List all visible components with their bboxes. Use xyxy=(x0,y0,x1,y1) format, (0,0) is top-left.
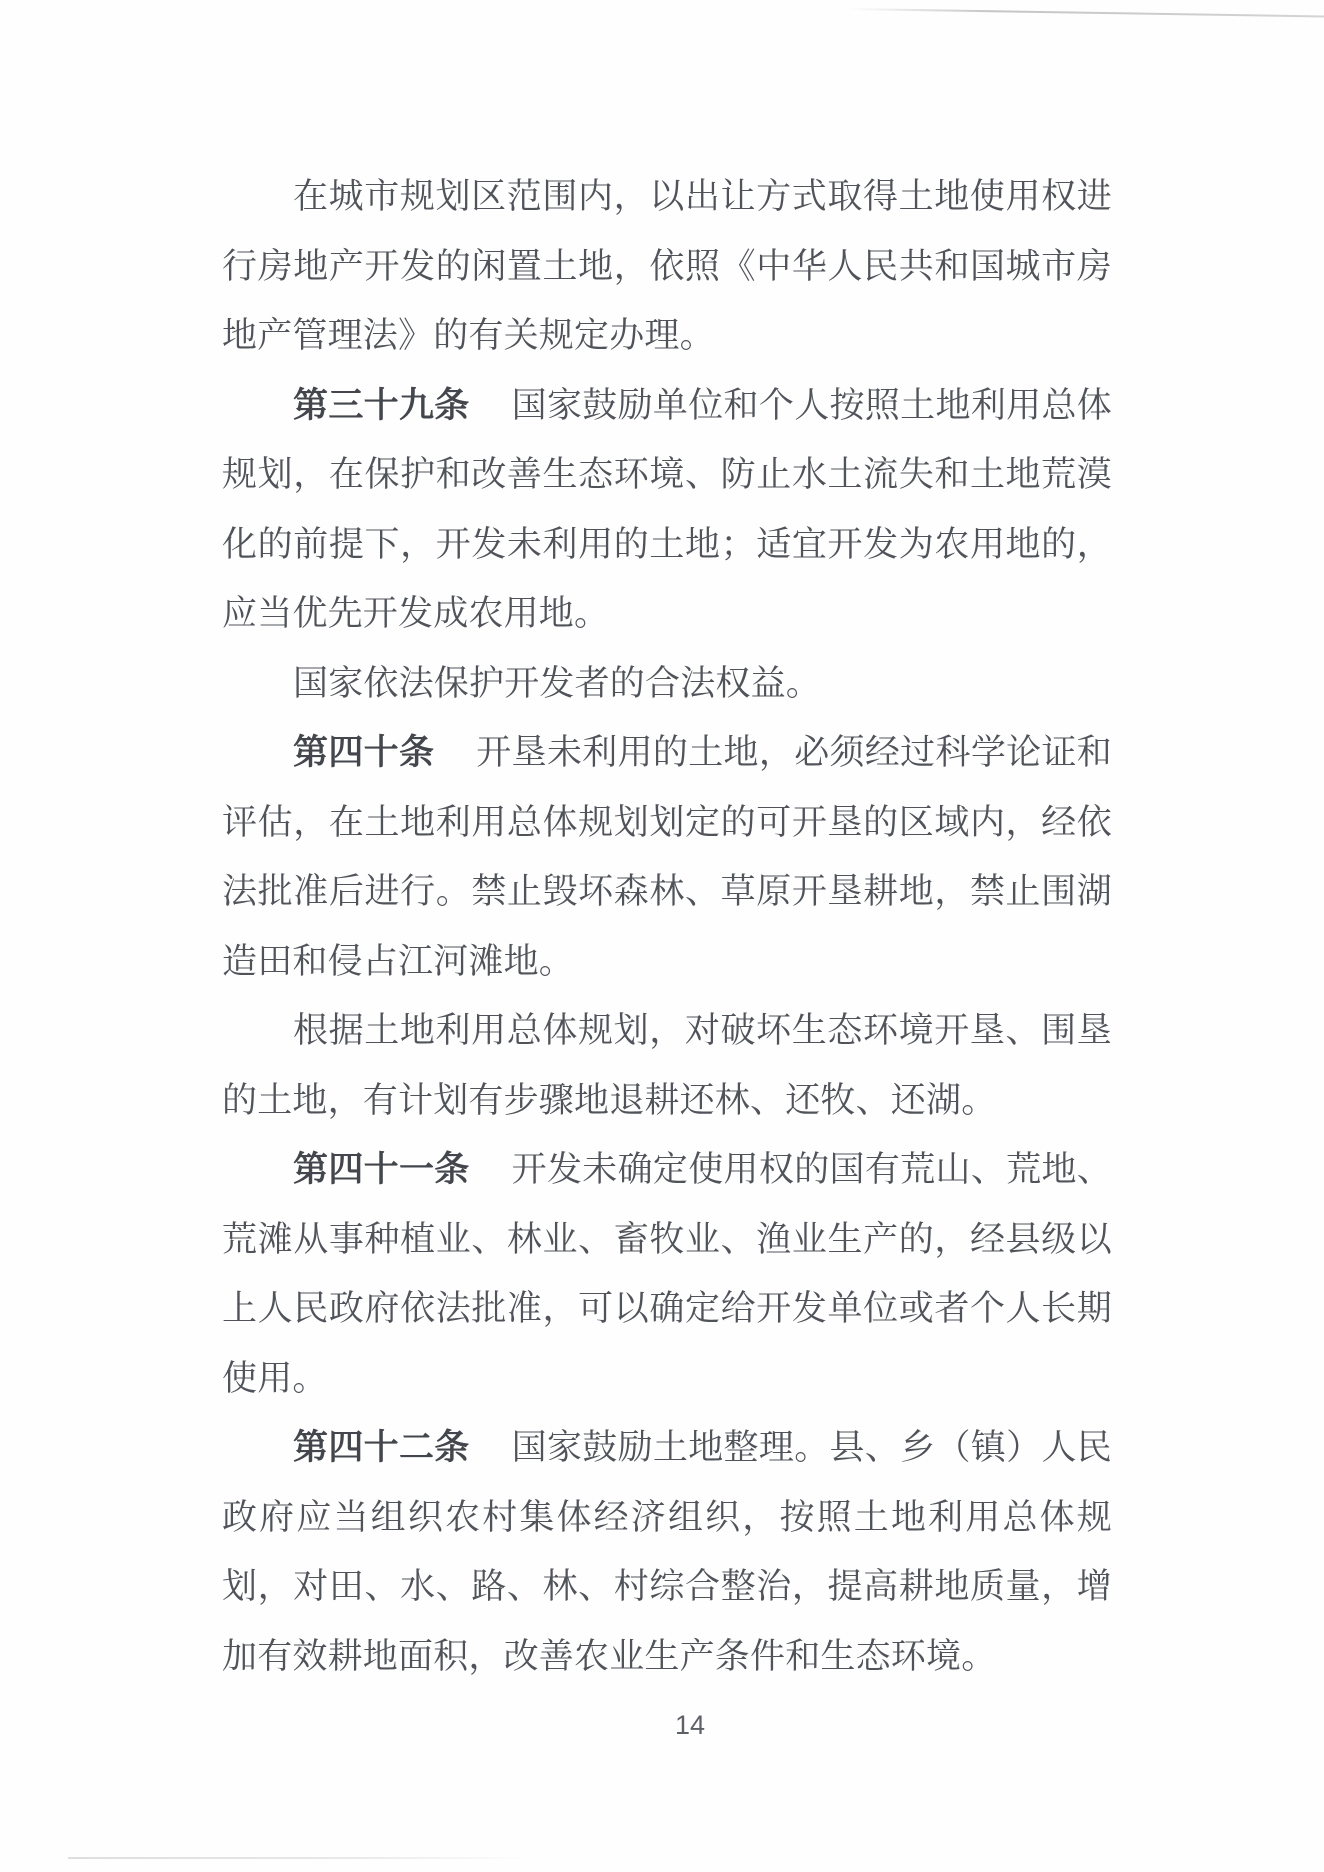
text-line xyxy=(222,1552,1112,1622)
text-line xyxy=(222,232,1112,302)
line-text: 开发未确定使用权的国有荒山、荒地、 xyxy=(511,1150,1112,1189)
text-line-article-40 xyxy=(222,718,1112,788)
line-text: 开垦未利用的土地，必须经过科学论证和 xyxy=(476,733,1112,772)
text-line xyxy=(222,927,1112,997)
line-text: 的土地，有计划有步骤地退耕还林、还牧、还湖。 xyxy=(222,1080,997,1120)
text-line xyxy=(222,996,1112,1066)
line-text: 使用。 xyxy=(222,1358,328,1398)
line-text: 化的前提下，开发未利用的土地；适宜开发为农用地的， xyxy=(222,524,1112,564)
article-heading: 第三十九条 xyxy=(293,385,470,425)
line-text: 规划，在保护和改善生态环境、防止水土流失和土地荒漠 xyxy=(222,455,1112,494)
line-text: 在城市规划区范围内，以出让方式取得土地使用权进 xyxy=(293,177,1112,216)
text-line xyxy=(222,649,1112,719)
text-line xyxy=(222,440,1112,510)
line-text: 政府应当组织农村集体经济组织，按照土地利用总体规 xyxy=(222,1497,1112,1537)
article-heading: 第四十二条 xyxy=(293,1428,470,1467)
text-line xyxy=(222,579,1112,649)
article-heading: 第四十一条 xyxy=(293,1150,470,1189)
text-line xyxy=(222,1205,1112,1275)
article-heading: 第四十条 xyxy=(293,733,435,772)
line-text: 国家鼓励土地整理。县、乡（镇）人民 xyxy=(511,1428,1112,1467)
line-text: 国家鼓励单位和个人按照土地利用总体 xyxy=(511,385,1112,425)
line-text: 造田和侵占江河滩地。 xyxy=(222,941,575,981)
text-line xyxy=(222,1622,1112,1692)
line-text: 地产管理法》的有关规定办理。 xyxy=(222,316,715,355)
scan-artifact-top-right xyxy=(848,8,1324,17)
document-body xyxy=(222,162,1112,1691)
line-text: 国家依法保护开发者的合法权益。 xyxy=(293,663,822,703)
text-line xyxy=(222,510,1112,580)
text-line xyxy=(222,1066,1112,1136)
line-text: 应当优先开发成农用地。 xyxy=(222,594,610,633)
scan-artifact-bottom-left xyxy=(68,1857,530,1859)
line-text: 荒滩从事种植业、林业、畜牧业、渔业生产的，经县级以 xyxy=(222,1219,1112,1259)
line-text: 上人民政府依法批准，可以确定给开发单位或者个人长期 xyxy=(222,1289,1112,1328)
text-line-article-39 xyxy=(222,371,1112,441)
text-line-article-41 xyxy=(222,1135,1112,1205)
text-line-article-42 xyxy=(222,1413,1112,1483)
line-text: 评估，在土地利用总体规划划定的可开垦的区域内，经依 xyxy=(222,802,1112,842)
text-line xyxy=(222,1274,1112,1344)
line-text: 行房地产开发的闲置土地，依照《中华人民共和国城市房 xyxy=(222,246,1112,286)
text-line xyxy=(222,1344,1112,1414)
text-line xyxy=(222,1483,1112,1553)
text-line xyxy=(222,857,1112,927)
text-line xyxy=(222,788,1112,858)
line-text: 划，对田、水、路、林、村综合整治，提高耕地质量，增 xyxy=(222,1567,1112,1606)
line-text: 法批准后进行。禁止毁坏森林、草原开垦耕地，禁止围湖 xyxy=(222,872,1112,911)
line-text: 根据土地利用总体规划，对破坏生态环境开垦、围垦 xyxy=(293,1011,1112,1050)
line-text: 加有效耕地面积，改善农业生产条件和生态环境。 xyxy=(222,1636,997,1676)
text-line xyxy=(222,162,1112,232)
text-line xyxy=(222,301,1112,371)
page-number: 14 xyxy=(674,1710,706,1740)
